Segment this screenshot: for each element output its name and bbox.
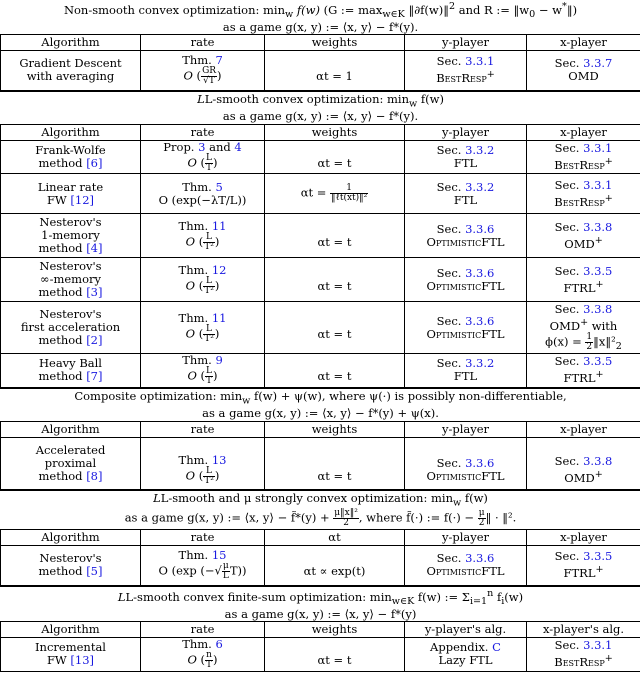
col-x-player: x-player — [527, 35, 640, 51]
section-title-lsmooth — [1, 91, 640, 125]
col-weights: weights — [265, 125, 405, 141]
header-row — [1, 422, 640, 438]
y-player-cell: Sec. 3.3.6 OptimisticFTL — [405, 302, 527, 354]
section-game: as a game g(x, y) := ⟨x, y⟩ − f̃*(y) + $\frac{\text{μ‖x‖²}}{2}$ , where f̃(·) := f(·) − $\frac{\mu}{2}$ ‖ · ‖². — [124, 508, 517, 529]
table-row — [1, 438, 640, 490]
weights-cell: αt = 1 — [265, 51, 405, 91]
table-row — [1, 258, 640, 302]
section-title: LL-smooth convex finite-sum optimization: $\min_{w\in K} f(w)$ := $\Sigma_{i=1}^n$ $f_i(w)$ — [117, 587, 524, 607]
y-player-cell: Sec. 3.3.6 OptimisticFTL — [405, 258, 527, 302]
algorithm-cell: Gradient Descent with averaging — [1, 51, 141, 91]
col-algorithm: Algorithm — [1, 422, 141, 438]
y-player-cell: Sec. 3.3.6 OptimisticFTL — [405, 438, 527, 490]
weights-cell: αt = t — [265, 302, 405, 354]
algorithm-cell: Incremental FW [13] — [1, 637, 141, 671]
rate-cell: Thm. 13 O ( $\frac{L}{\text{T²}}$ ) — [141, 438, 265, 490]
col-rate: rate — [141, 35, 265, 51]
col-algorithm: Algorithm — [1, 125, 141, 141]
section-game: as a game g(x, y) := ⟨x, y⟩ − f*(y) — [224, 606, 417, 621]
section-title: LL-smooth convex optimization: $\min_w f(w)$ — [197, 91, 444, 110]
table-row — [1, 141, 640, 174]
section-title-finite-sum — [1, 586, 640, 622]
col-y-player: y-player — [405, 530, 527, 546]
weights-cell: αt ∝ exp(t) — [265, 546, 405, 586]
col-rate: rate — [141, 125, 265, 141]
y-player-cell: Sec. 3.3.2 FTL — [405, 141, 527, 174]
section-title-nonsmooth — [1, 0, 640, 35]
col-algorithm: Algorithm — [1, 35, 141, 51]
section-game: as a game g(x, y) := ⟨x, y⟩ − f*(y) + ψ(x). — [202, 406, 439, 421]
algorithm-cell: Frank-Wolfe method [6] — [1, 141, 141, 174]
col-x-player: x-player — [527, 125, 640, 141]
rate-cell: Thm. 5 O (exp(−λT/L)) — [141, 174, 265, 214]
x-player-cell: Sec. 3.3.8 OMD+ — [527, 438, 640, 490]
table-row — [1, 214, 640, 258]
weights-cell: αt = $\frac{1}{\text{‖ℓt(xt)‖²}}$ — [265, 174, 405, 214]
y-player-cell: Sec. 3.3.6 OptimisticFTL — [405, 214, 527, 258]
rate-cell: Thm. 11 O ( $\frac{L}{\text{T²}}$ ) — [141, 302, 265, 354]
table-row — [1, 637, 640, 671]
section-title: Non-smooth convex optimization: $\min_w f(w)$ (G := $\max_{w\in K}$ ‖∂f(w)‖$^2$ and R := $‖w_0$ − w*‖) — [63, 1, 578, 21]
x-player-cell: Sec. 3.3.5 FTRL+ — [527, 354, 640, 388]
col-x-player: x-player — [527, 530, 640, 546]
rate-cell: Thm. 7 O ( $\frac{GR}{√T}$ ) — [141, 51, 265, 91]
header-row — [1, 530, 640, 546]
table-row — [1, 546, 640, 586]
algorithm-cell: Heavy Ball method [7] — [1, 354, 141, 388]
rate-cell: Thm. 6 O ( $\frac{n}{T}$ ) — [141, 637, 265, 671]
algorithm-cell: Nesterov's first acceleration method [2] — [1, 302, 141, 354]
col-y-player: y-player — [405, 125, 527, 141]
table-row — [1, 174, 640, 214]
col-weights: weights — [265, 35, 405, 51]
section-game: as a game g(x, y) := ⟨x, y⟩ − f*(y). — [222, 109, 419, 124]
table-row — [1, 354, 640, 388]
algorithm-cell: Nesterov's 1-memory method [4] — [1, 214, 141, 258]
table-row — [1, 302, 640, 354]
section-title: LL-smooth and μ strongly convex optimization: $\min_w f(w)$ — [153, 490, 488, 509]
x-player-cell: Sec. 3.3.8 OMD+ with ϕ(x) = $\frac{1}{2}$ $‖x‖^2_2$ — [527, 302, 640, 354]
rate-cell: Thm. 15 O (exp (−√ $\frac{\mu}{L}$ T)) — [141, 546, 265, 586]
rate-cell: Thm. 11 O ( $\frac{L}{\text{T²}}$ ) — [141, 214, 265, 258]
weights-cell: αt = t — [265, 354, 405, 388]
col-y-player-alg: y-player's alg. — [405, 621, 527, 637]
y-player-cell: Appendix. C Lazy FTL — [405, 637, 527, 671]
y-player-cell: Sec. 3.3.2 FTL — [405, 354, 527, 388]
col-algorithm: Algorithm — [1, 621, 141, 637]
col-algorithm: Algorithm — [1, 530, 141, 546]
col-alpha: αt — [265, 530, 405, 546]
col-y-player: y-player — [405, 422, 527, 438]
section-game: as a game g(x, y) := ⟨x, y⟩ − f*(y). — [222, 20, 419, 35]
section-title-composite — [1, 388, 640, 422]
algorithm-cell: Nesterov's method [5] — [1, 546, 141, 586]
algorithm-cell: Linear rate FW [12] — [1, 174, 141, 214]
y-player-cell: Sec. 3.3.6 OptimisticFTL — [405, 546, 527, 586]
col-x-player-alg: x-player's alg. — [527, 621, 640, 637]
x-player-cell: Sec. 3.3.8 OMD+ — [527, 214, 640, 258]
col-weights: weights — [265, 621, 405, 637]
col-rate: rate — [141, 621, 265, 637]
table-row — [1, 51, 640, 91]
col-rate: rate — [141, 530, 265, 546]
col-rate: rate — [141, 422, 265, 438]
x-player-cell: Sec. 3.3.7 OMD — [527, 51, 640, 91]
weights-cell: αt = t — [265, 258, 405, 302]
weights-cell: αt = t — [265, 637, 405, 671]
col-x-player: x-player — [527, 422, 640, 438]
x-player-cell: Sec. 3.3.1 BestResp+ — [527, 174, 640, 214]
weights-cell: αt = t — [265, 141, 405, 174]
section-title: Composite optimization: $\min_w f(w) + \psi(w)$, where ψ(·) is possibly non-differentiable, — [74, 388, 567, 407]
algorithm-cell: Accelerated proximal method [8] — [1, 438, 141, 490]
header-row — [1, 621, 640, 637]
col-weights: weights — [265, 422, 405, 438]
header-row — [1, 35, 640, 51]
weights-cell: αt = t — [265, 214, 405, 258]
rate-cell: Thm. 9 O ( $\frac{L}{T}$ ) — [141, 354, 265, 388]
y-player-cell: Sec. 3.3.1 BestResp+ — [405, 51, 527, 91]
x-player-cell: Sec. 3.3.1 BestResp+ — [527, 141, 640, 174]
section-title-strongly-convex — [1, 490, 640, 530]
x-player-cell: Sec. 3.3.5 FTRL+ — [527, 546, 640, 586]
algorithm-cell: Nesterov's ∞-memory method [3] — [1, 258, 141, 302]
x-player-cell: Sec. 3.3.5 FTRL+ — [527, 258, 640, 302]
col-y-player: y-player — [405, 35, 527, 51]
rate-cell: Thm. 12 O ( $\frac{L}{\text{T²}}$ ) — [141, 258, 265, 302]
y-player-cell: Sec. 3.3.2 FTL — [405, 174, 527, 214]
x-player-cell: Sec. 3.3.1 BestResp+ — [527, 637, 640, 671]
rate-cell: Prop. 3 and 4 O ( $\frac{L}{T}$ ) — [141, 141, 265, 174]
header-row — [1, 125, 640, 141]
weights-cell: αt = t — [265, 438, 405, 490]
